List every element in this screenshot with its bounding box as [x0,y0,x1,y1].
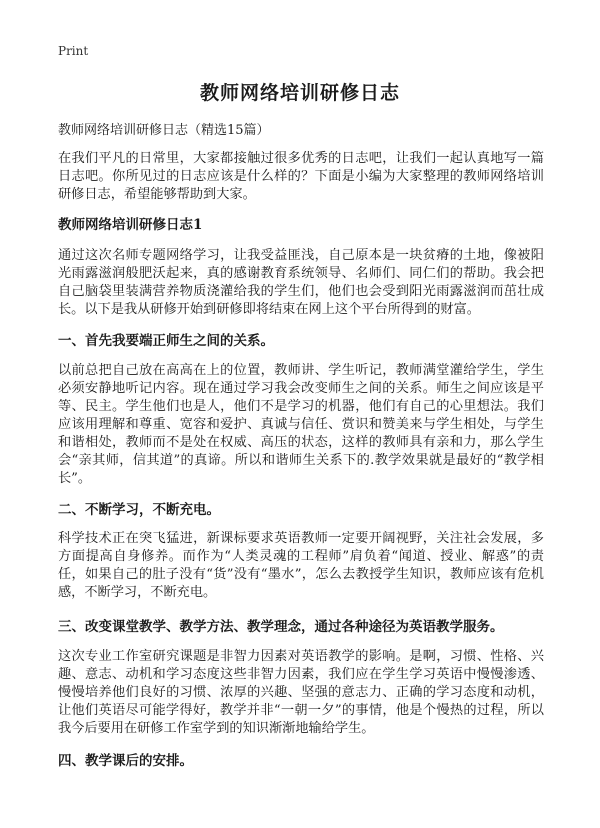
intro-paragraph: 在我们平凡的日常里，大家都接触过很多优秀的日志吧，让我们一起认真地写一篇日志吧。你所见过的日志应该是什么样的？下面是小编为大家整理的教师网络培训研修日志，希望能够帮助到大家。 [58,151,544,202]
section-heading-5: 四、教学课后的安排。 [58,753,193,769]
section-heading-1: 教师网络培训研修日志1 [58,217,203,233]
document-subtitle: 教师网络培训研修日志（精选15篇） [58,123,270,138]
print-link[interactable]: Print [58,44,89,58]
section-heading-4: 三、改变课堂教学、教学方法、教学理念，通过各种途径为英语教学服务。 [58,619,504,635]
section-heading-2: 一、首先我要端正师生之间的关系。 [58,333,274,349]
section-paragraph-2: 以前总把自己放在高高在上的位置，教师讲、学生听记，教师满堂灌给学生，学生必须安静地听记内容。现在通过学习我会改变师生之间的关系。师生之间应该是平等、民主。学生他们也是人，他们不是学习的机器，他们有自己的心里想法。我们应该用理解和尊重、宽容和爱护、真诚与信任、赏识和赞美来与学生相处，与学生和谐相处，教师而不是处在权威、高压的状态，这样的教师具有亲和力，那么学生会“亲其师，信其道”的真谛。所以和谐师生关系下的.教学效果就是最好的“教学相长”。 [58,363,544,486]
section-paragraph-4: 这次专业工作室研究课题是非智力因素对英语教学的影响。是啊，习惯、性格、兴趣、意志、动机和学习态度这些非智力因素，我们应在学生学习英语中慢慢渗透、慢慢培养他们良好的习惯、浓厚的兴趣、坚强的意志力、正确的学习态度和动机，让他们英语尽可能学得好，教学并非“一朝一夕”的事情，他是个慢热的过程，所以我今后要用在研修工作室学到的知识渐渐地输给学生。 [58,649,544,736]
page-title: 教师网络培训研修日志 [199,82,400,104]
section-paragraph-3: 科学技术正在突飞猛进，新课标要求英语教师一定要开阔视野，关注社会发展，多方面提高自身修养。而作为“人类灵魂的工程师”肩负着“闻道、授业、解惑”的责任，如果自己的肚子没有“货”没有“墨水”，怎么去教授学生知识，教师应该有危机感，不断学习，不断充电。 [58,531,544,600]
section-paragraph-1: 通过这次名师专题网络学习，让我受益匪浅，自己原本是一块贫瘠的土地，像被阳光雨露滋润般肥沃起来，真的感谢教育系统领导、名师们、同仁们的帮助。我会把自己脑袋里装满营养物质浇灌给我的学生们，他们也会受到阳光雨露滋润而茁壮成长。以下是我从研修开始到研修即将结束在网上这个平台所得到的财富。 [58,248,544,317]
section-heading-3: 二、不断学习，不断充电。 [58,502,220,518]
